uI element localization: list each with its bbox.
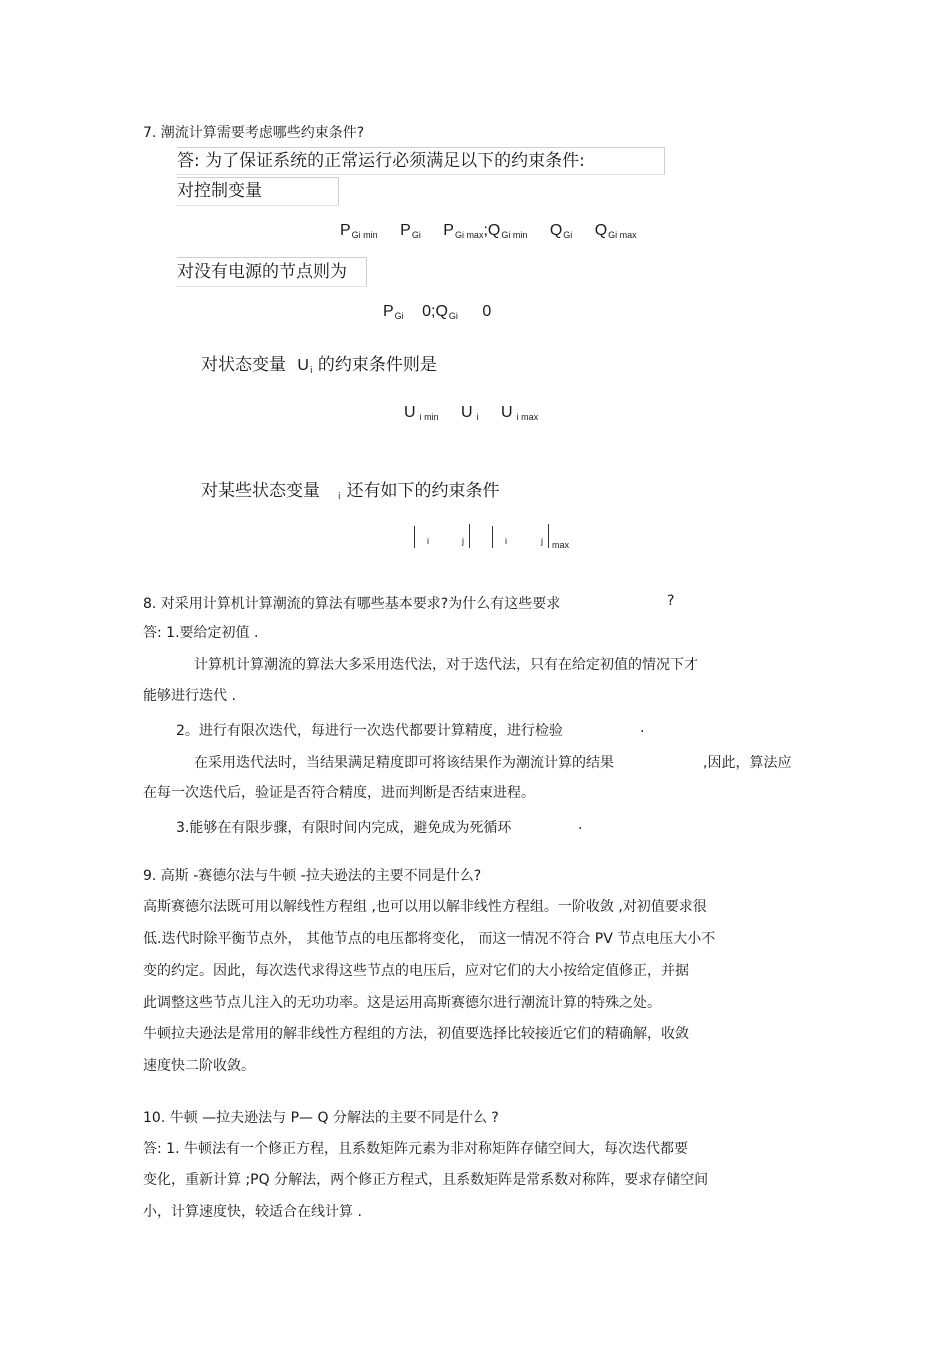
q8-a1-exp-2: 能够进行迭代 . <box>143 688 236 704</box>
q8-a3: 3.能够在有限步骤，有限时间内完成，避免成为死循环 <box>176 820 512 836</box>
q7-answer-intro: 答: 为了保证系统的正常运行必须满足以下的约束条件: <box>177 147 665 175</box>
q8-a1-exp-1: 计算机计算潮流的算法大多采用迭代法，对于迭代法，只有在给定初值的情况下才 <box>194 657 698 673</box>
q8-a1: 答: 1.要给定初值 . <box>143 625 259 641</box>
abs-bar-right-2 <box>548 524 549 548</box>
angle-sub-j-2: j <box>541 536 543 546</box>
q7-no-source-label: 对没有电源的节点则为 <box>177 257 367 287</box>
q7-some-state-label: 对某些状态变量 $_i$ 还有如下的约束条件 <box>201 481 500 502</box>
q9-line-2: 低.迭代时除平衡节点外， 其他节点的电压都将变化， 而这一情况不符合 PV 节点电压大小不 <box>143 931 716 947</box>
q9-question: 9. 高斯 -赛德尔法与牛顿 -拉夫逊法的主要不同是什么? <box>143 868 482 884</box>
q8-a2-dot: . <box>640 720 645 736</box>
q8-a2-exp-1: 在采用迭代法时，当结果满足精度即可将该结果作为潮流计算的结果 <box>194 755 614 771</box>
angle-sub-i-2: i <box>505 536 507 546</box>
q8-a2: 2。进行有限次迭代，每进行一次迭代都要计算精度，进行检验 <box>176 723 563 739</box>
q9-line-3: 变的约定。因此，每次迭代求得这些节点的电压后，应对它们的大小按给定值修正，并据 <box>143 963 689 979</box>
q9-line-5: 牛顿拉夫逊法是常用的解非线性方程组的方法，初值要选择比较接近它们的精确解，收敛 <box>143 1026 689 1042</box>
q8-a2-exp-2: 在每一次迭代后，验证是否符合精度，进而判断是否结束进程。 <box>143 785 535 801</box>
angle-sub-j-1: j <box>462 536 464 546</box>
q7-state-label: 对状态变量 $U_i$ 的约束条件则是 <box>201 355 437 376</box>
q8-question: 8. 对采用计算机计算潮流的算法有哪些基本要求?为什么有这些要求 <box>143 596 561 612</box>
q8-a3-dot: . <box>578 817 583 833</box>
state-variable-voltage-formula: U $_{i min}$ U $_i$ U $_{i max}$ <box>404 404 539 422</box>
q7-control-label: 对控制变量 <box>177 177 339 206</box>
q10-line-1: 答: 1. 牛顿法有一个修正方程，且系数矩阵元素为非对称矩阵存储空间大，每次迭代都要 <box>143 1141 688 1157</box>
angle-sub-max: max <box>552 540 570 550</box>
control-variable-constraint-formula: $P_{Gi min}$ $P_{Gi}$ $P_{Gi max};Q_{Gi min}$ $Q_{Gi}$ $Q_{Gi max}$ <box>340 222 637 240</box>
angle-sub-i-1: i <box>427 536 429 546</box>
q10-line-3: 小，计算速度快，较适合在线计算 . <box>143 1204 362 1220</box>
abs-bar-left-2 <box>492 526 493 548</box>
q10-line-2: 变化，重新计算 ;PQ 分解法，两个修正方程式，且系数矩阵是常系数对称阵，要求存储空间 <box>143 1172 709 1188</box>
q9-line-4: 此调整这些节点儿注入的无功功率。这是运用高斯赛德尔进行潮流计算的特殊之处。 <box>143 995 661 1011</box>
q9-line-6: 速度快二阶收敛。 <box>143 1058 255 1074</box>
no-source-node-formula: $P_{Gi}$ $0;Q_{Gi}$ 0 <box>383 303 492 321</box>
q8-a2-exp-1b: ,因此，算法应 <box>703 755 792 771</box>
q7-question: 7. 潮流计算需要考虑哪些约束条件? <box>143 125 365 141</box>
abs-bar-left-1 <box>414 526 415 548</box>
q10-question: 10. 牛顿 —拉夫逊法与 P— Q 分解法的主要不同是什么 ? <box>143 1110 499 1126</box>
q8-question-mark: ? <box>667 593 675 609</box>
abs-bar-right-1 <box>469 524 470 548</box>
q9-line-1: 高斯赛德尔法既可用以解线性方程组 ,也可以用以解非线性方程组。一阶收敛 ,对初值要求很 <box>143 899 707 915</box>
